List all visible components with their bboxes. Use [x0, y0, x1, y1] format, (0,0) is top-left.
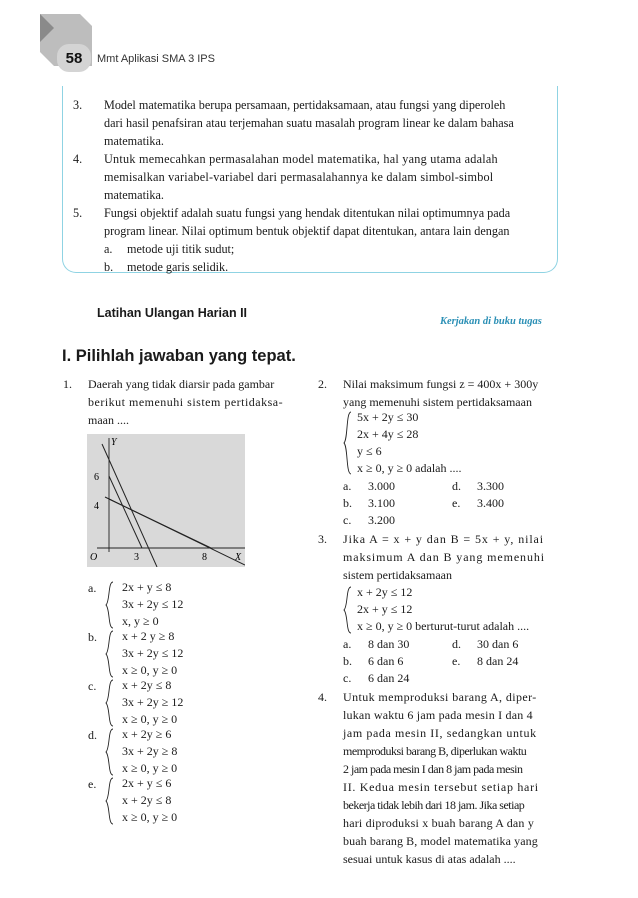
inequality: x ≥ 0, y ≥ 0	[122, 761, 178, 775]
option-text[interactable]: 3.100	[368, 496, 395, 510]
question-line: maksimum A dan B yang memenuhi	[343, 550, 545, 564]
option-text[interactable]: 3.200	[368, 513, 395, 527]
question-number: 4.	[318, 690, 327, 704]
option-text[interactable]: 8 dan 30	[368, 637, 410, 651]
y-tick-label: 4	[94, 501, 99, 512]
question-line: jam pada mesin II, sedangkan untuk	[343, 726, 537, 740]
summary-line: Fungsi objektif adalah suatu fungsi yang hendak ditentukan nilai optimumnya pada	[104, 206, 511, 220]
answer-option-d[interactable]	[88, 726, 288, 778]
inequality: x ≥ 0, y ≥ 0 berturut-turut adalah ....	[357, 619, 530, 633]
inequality: 3x + 2y ≤ 12	[122, 646, 184, 660]
inequality: 2x + y ≤ 6	[122, 776, 172, 790]
inequality: 3x + 2y ≥ 12	[122, 695, 184, 709]
brace-icon	[105, 728, 115, 776]
question-line: lukan waktu 6 jam pada mesin I dan 4	[343, 708, 533, 722]
inequality: 2x + y ≤ 12	[357, 602, 413, 616]
inequality: 2x + 4y ≤ 28	[357, 427, 419, 441]
graph-background	[87, 434, 245, 567]
brace-icon	[105, 679, 115, 727]
summary-line: matematika.	[104, 188, 164, 202]
inequality: 2x + y ≤ 8	[122, 580, 172, 594]
running-title: Mmt Aplikasi SMA 3 IPS	[97, 53, 215, 65]
x-axis-label: X	[235, 552, 242, 563]
inequality: y ≤ 6	[357, 444, 382, 458]
answer-option-e[interactable]	[88, 775, 288, 827]
summary-subitem-letter: b.	[104, 260, 114, 274]
summary-line: matematika.	[104, 134, 164, 148]
x-tick-label: 8	[202, 552, 207, 563]
inequality: x + 2y ≥ 6	[122, 727, 172, 741]
y-tick-label: 6	[94, 472, 99, 483]
answer-option-b[interactable]	[88, 628, 288, 680]
summary-line: Model matematika berupa persamaan, pertidaksamaan, atau fungsi yang diperoleh	[104, 98, 506, 112]
option-letter[interactable]: c.	[343, 513, 352, 527]
summary-line: memisalkan variabel-variabel dari permasalahannya ke dalam simbol-simbol	[104, 170, 494, 184]
question-line: sesuai untuk kasus di atas adalah ....	[343, 852, 516, 866]
inequality: x + 2y ≤ 8	[122, 793, 172, 807]
x-tick-label: 3	[134, 552, 139, 563]
brace-icon	[105, 630, 115, 678]
question-line: bekerja tidak lebih dari 18 jam. Jika setiap	[343, 798, 525, 812]
option-letter[interactable]: c.	[343, 671, 352, 685]
summary-line: program linear. Nilai optimum bentuk objektif dapat ditentukan, antara lain dengan	[104, 224, 510, 238]
option-letter[interactable]: e.	[452, 496, 461, 510]
option-letter[interactable]: d.	[452, 637, 461, 651]
option-letter[interactable]: e.	[452, 654, 461, 668]
question-line: Daerah yang tidak diarsir pada gambar	[88, 377, 275, 391]
inequality-graph	[87, 434, 245, 567]
summary-line: Untuk memecahkan permasalahan model matematika, hal yang utama adalah	[104, 152, 498, 166]
question-line: hari diproduksi x buah barang A dan y	[343, 816, 535, 830]
summary-item-number: 3.	[73, 98, 83, 112]
option-letter: b.	[88, 630, 97, 644]
summary-line: dari hasil penafsiran atau terjemahan suatu masalah program linear ke dalam bahasa	[104, 116, 514, 130]
inequality: x ≥ 0, y ≥ 0	[122, 712, 178, 726]
section-heading: I. Pilihlah jawaban yang tepat.	[62, 347, 296, 365]
question-number: 1.	[63, 377, 72, 391]
summary-item-number: 5.	[73, 206, 83, 220]
question-line: berikut memenuhi sistem pertidaksa-	[88, 395, 284, 409]
option-text[interactable]: 6 dan 24	[368, 671, 410, 685]
option-text[interactable]: 3.400	[477, 496, 504, 510]
answer-option-c[interactable]	[88, 677, 288, 729]
inequality: x + 2 y ≥ 8	[122, 629, 175, 643]
exercise-note: Kerjakan di buku tugas	[440, 316, 542, 327]
exercise-title: Latihan Ulangan Harian II	[97, 306, 248, 320]
question-line: II. Kedua mesin tersebut setiap hari	[343, 780, 539, 794]
question-line: buah barang B, model matematika yang	[343, 834, 538, 848]
brace-icon	[343, 586, 353, 634]
option-text[interactable]: 6 dan 6	[368, 654, 404, 668]
inequality: x ≥ 0, y ≥ 0 adalah ....	[357, 461, 462, 475]
question-line: Nilai maksimum fungsi z = 400x + 300y	[343, 377, 539, 391]
option-letter: a.	[88, 581, 97, 595]
inequality: 5x + 2y ≤ 30	[357, 410, 419, 424]
option-letter: d.	[88, 728, 97, 742]
option-letter[interactable]: b.	[343, 496, 352, 510]
option-letter[interactable]: a.	[343, 637, 352, 651]
summary-subitem: metode garis selidik.	[127, 260, 229, 274]
origin-label: O	[90, 552, 98, 563]
option-text[interactable]: 3.000	[368, 479, 395, 493]
summary-subitem-letter: a.	[104, 242, 113, 256]
option-text[interactable]: 30 dan 6	[477, 637, 519, 651]
question-number: 3.	[318, 532, 327, 546]
inequality: 3x + 2y ≥ 8	[122, 744, 178, 758]
question-line: Jika A = x + y dan B = 5x + y, nilai	[343, 532, 545, 546]
question-line: 2 jam pada mesin I dan 8 jam pada mesin	[343, 762, 523, 776]
summary-box	[62, 86, 558, 273]
brace-icon	[105, 777, 115, 825]
option-letter[interactable]: a.	[343, 479, 352, 493]
option-letter[interactable]: d.	[452, 479, 461, 493]
summary-subitem: metode uji titik sudut;	[127, 242, 235, 256]
question-line: yang memenuhi sistem pertidaksamaan	[343, 395, 532, 409]
inequality: x ≥ 0, y ≥ 0	[122, 810, 178, 824]
brace-icon	[343, 411, 353, 475]
inequality: x + 2y ≤ 12	[357, 585, 413, 599]
summary-item-number: 4.	[73, 152, 83, 166]
brace-icon	[105, 581, 115, 629]
y-axis-label: Y	[111, 437, 117, 448]
inequality: x ≥ 0, y ≥ 0	[122, 663, 178, 677]
question-number: 2.	[318, 377, 327, 391]
question-line: memproduksi barang B, diperlukan waktu	[343, 744, 527, 758]
inequality: 3x + 2y ≤ 12	[122, 597, 184, 611]
answer-option-a[interactable]	[88, 579, 288, 631]
option-letter: e.	[88, 777, 97, 791]
inequality: x + 2y ≤ 8	[122, 678, 172, 692]
option-letter: c.	[88, 679, 97, 693]
question-line: maan ....	[88, 413, 129, 427]
option-text[interactable]: 3.300	[477, 479, 504, 493]
option-letter[interactable]: b.	[343, 654, 352, 668]
inequality: x, y ≥ 0	[122, 614, 159, 628]
question-line: Untuk memproduksi barang A, diper-	[343, 690, 537, 704]
option-text[interactable]: 8 dan 24	[477, 654, 519, 668]
question-line: sistem pertidaksamaan	[343, 568, 452, 582]
page-number: 58	[57, 44, 91, 72]
